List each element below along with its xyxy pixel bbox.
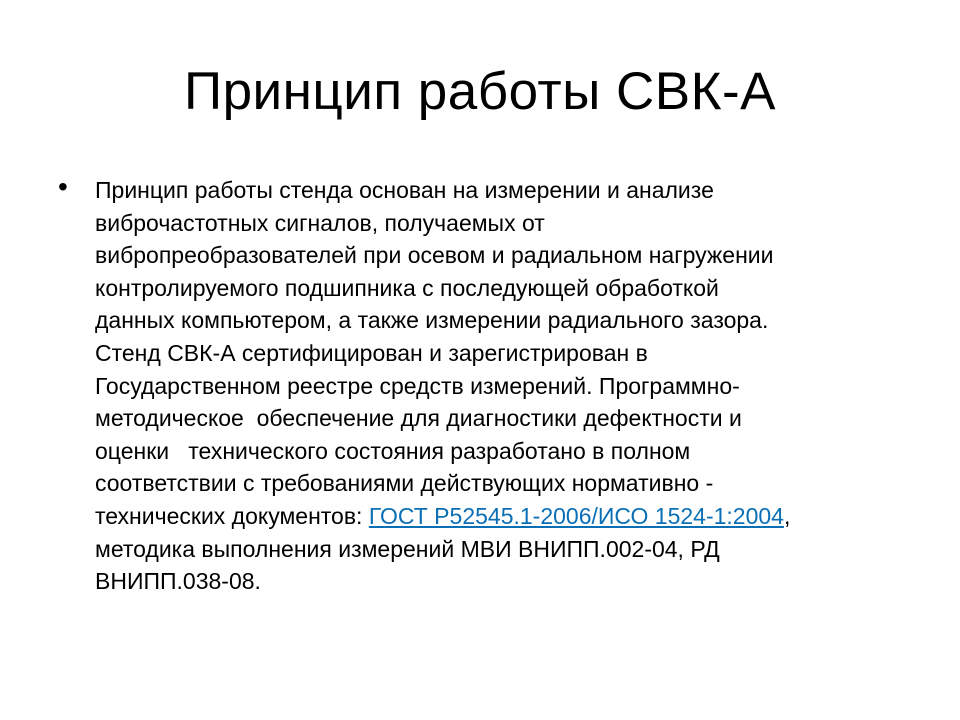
text-line: оценки технического состояния разработано в полном: [95, 437, 691, 464]
text-line: Государственном реестре средств измерений. Программно-: [95, 372, 740, 399]
text-line: данных компьютером, а также измерении радиального зазора.: [95, 307, 769, 334]
gost-standard-link[interactable]: ГОСТ Р52545.1-2006/ИСО 1524-1:2004: [368, 502, 784, 529]
text-line: контролируемого подшипника с последующей обработкой: [95, 274, 719, 301]
text-line: Стенд СВК-А сертифицирован и зарегистрирован в: [95, 339, 648, 366]
text-line: ВНИПП.038-08.: [95, 568, 261, 595]
bullet-item: [58, 171, 928, 598]
text-line: методика выполнения измерений МВИ ВНИПП.002-04, РД: [95, 535, 720, 562]
text-line-with-link: [95, 500, 930, 533]
link-prefix-text: технических документов:: [95, 502, 369, 529]
slide-title: Принцип работы СВК-А: [183, 62, 777, 121]
bullet-list: [58, 171, 928, 598]
text-line: методическое обеспечение для диагностики дефектности и: [95, 405, 742, 432]
text-line: соответствии с требованиями действующих нормативно -: [95, 470, 714, 497]
bullet-icon: •: [58, 171, 68, 202]
bullet-paragraph: [95, 174, 930, 598]
text-line: виброчастотных сигналов, получаемых от: [95, 209, 545, 236]
text-line: Принцип работы стенда основан на измерении и анализе: [95, 177, 714, 203]
link-suffix-text: ,: [783, 502, 791, 529]
text-line: вибропреобразователей при осевом и радиальном нагружении: [95, 242, 774, 269]
